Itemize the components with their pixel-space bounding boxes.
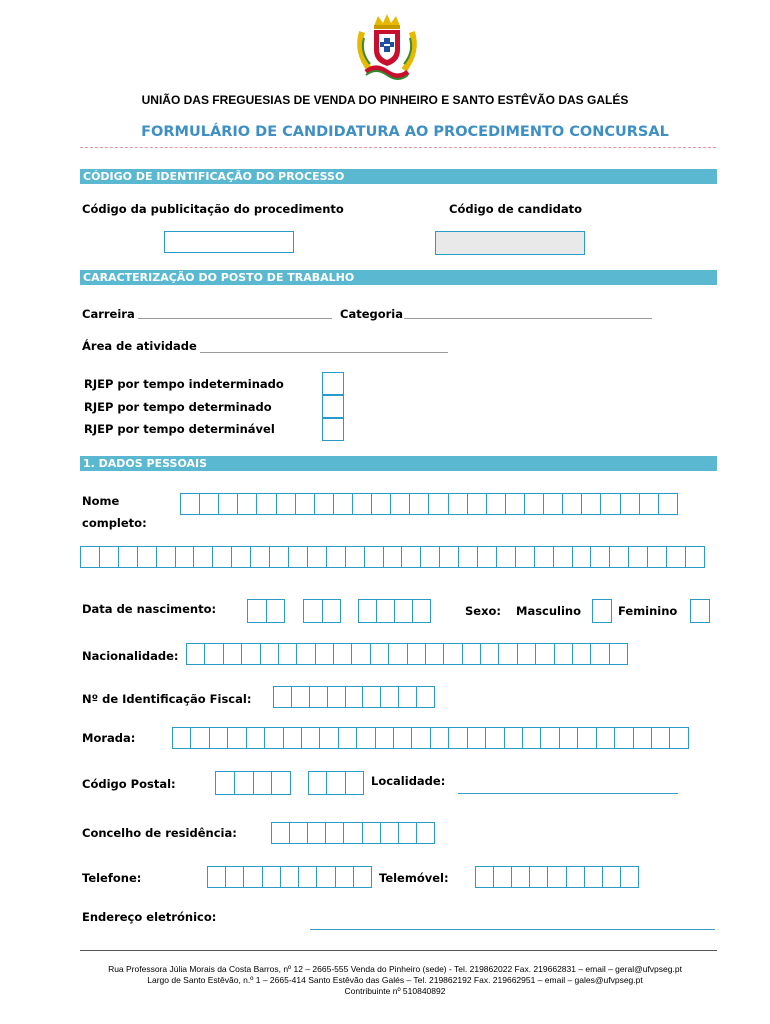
- nationality-label: Nacionalidade:: [82, 649, 179, 663]
- email-label: Endereço eletrónico:: [82, 910, 217, 924]
- checkbox-determinate[interactable]: [322, 395, 344, 418]
- postal-code-label: Código Postal:: [82, 777, 176, 791]
- municipality-boxes[interactable]: [271, 822, 435, 844]
- footer-tax-number: Contribuinte nº 510840892: [344, 986, 446, 996]
- career-label: Carreira: [82, 307, 135, 321]
- footer-address-2: Largo de Santo Estêvão, n.º 1 – 2665-414 Santo Estêvão das Galés – Tel. 219862192 Fax. 219662951 – email – gales@ufvpseg.pt: [147, 975, 643, 985]
- checkbox-determinable[interactable]: [322, 418, 344, 441]
- publication-code-field[interactable]: [164, 231, 294, 253]
- section-header-personal: 1. DADOS PESSOAIS: [80, 456, 717, 471]
- postal-code-boxes-1[interactable]: [215, 771, 291, 795]
- full-name-boxes-row-2[interactable]: [80, 546, 705, 568]
- male-label: Masculino: [516, 604, 582, 618]
- section-header-post: CARACTERIZAÇÃO DO POSTO DE TRABALHO: [80, 270, 717, 285]
- birth-day-boxes[interactable]: [247, 599, 285, 623]
- category-label: Categoria: [340, 307, 404, 321]
- birth-year-boxes[interactable]: [358, 599, 431, 623]
- male-checkbox[interactable]: [592, 599, 612, 623]
- nif-boxes[interactable]: [273, 686, 435, 708]
- birth-month-boxes[interactable]: [303, 599, 341, 623]
- phone-label: Telefone:: [82, 871, 142, 885]
- address-label: Morada:: [82, 731, 136, 745]
- checkbox-indeterminate[interactable]: [322, 372, 344, 395]
- full-name-label: Nome: [82, 494, 120, 508]
- nationality-boxes[interactable]: [186, 643, 628, 665]
- candidate-code-label: Código de candidato: [449, 202, 583, 216]
- birth-date-label: Data de nascimento:: [82, 602, 217, 616]
- footer-divider: [80, 950, 717, 951]
- footer-address-1: Rua Professora Júlia Morais da Costa Barros, nº 12 – 2665-555 Venda do Pinheiro (sede) - Tel. 219862022 Fax. 219662831 – email – geral@ufvpseg.pt: [108, 964, 682, 974]
- full-name-boxes-row-1[interactable]: [180, 493, 678, 515]
- sex-label: Sexo:: [465, 604, 501, 618]
- mobile-label: Telemóvel:: [379, 871, 449, 885]
- municipality-label: Concelho de residência:: [82, 826, 237, 840]
- career-field[interactable]: [138, 318, 332, 319]
- contract-option-label: RJEP por tempo determinado: [84, 400, 272, 414]
- publication-code-label: Código da publicitação do procedimento: [82, 202, 344, 216]
- locality-label: Localidade:: [371, 774, 446, 788]
- phone-boxes[interactable]: [207, 866, 372, 888]
- locality-field[interactable]: [458, 793, 678, 794]
- category-field[interactable]: [404, 318, 652, 319]
- full-name-label-2: completo:: [82, 516, 147, 530]
- coat-of-arms-logo: [352, 12, 422, 82]
- form-title: FORMULÁRIO DE CANDIDATURA AO PROCEDIMENTO CONCURSAL: [141, 124, 669, 140]
- nif-label: Nº de Identificação Fiscal:: [82, 692, 252, 706]
- title-divider: [80, 147, 716, 148]
- organization-name: UNIÃO DAS FREGUESIAS DE VENDA DO PINHEIRO E SANTO ESTÊVÃO DAS GALÉS: [141, 93, 629, 107]
- candidate-code-field: [435, 231, 585, 255]
- postal-code-boxes-2[interactable]: [308, 771, 364, 795]
- section-header-process: CÓDIGO DE IDENTIFICAÇÃO DO PROCESSO: [80, 169, 717, 184]
- contract-option-label: RJEP por tempo indeterminado: [84, 377, 284, 391]
- female-checkbox[interactable]: [690, 599, 710, 623]
- address-boxes[interactable]: [172, 727, 689, 749]
- mobile-boxes[interactable]: [475, 866, 639, 888]
- activity-area-field[interactable]: [200, 352, 448, 353]
- contract-option-label: RJEP por tempo determinável: [84, 422, 275, 436]
- activity-area-label: Área de atividade: [82, 339, 197, 353]
- female-label: Feminino: [618, 604, 678, 618]
- email-field[interactable]: [310, 929, 715, 930]
